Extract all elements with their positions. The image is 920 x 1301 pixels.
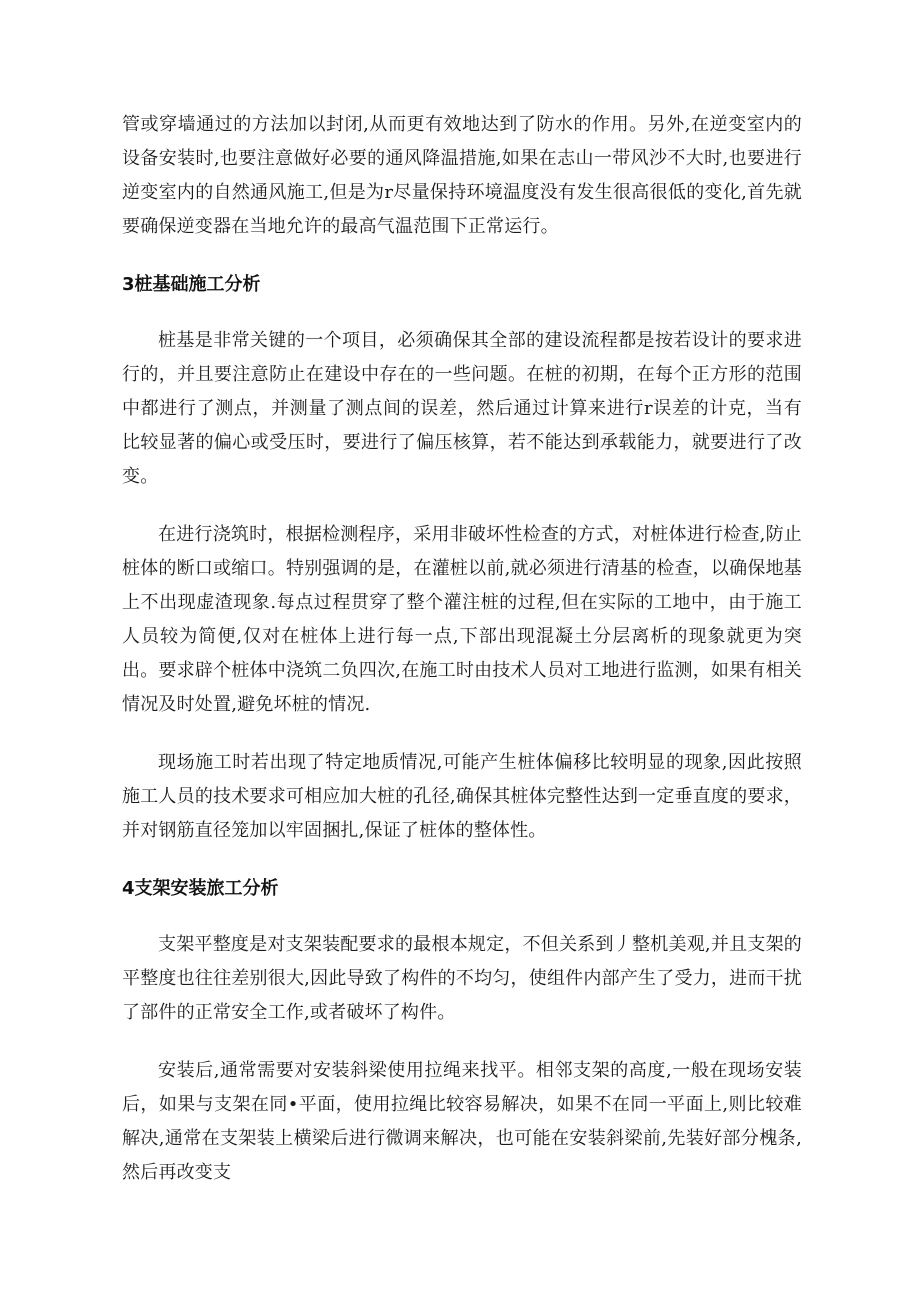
paragraph-continuation: 管或穿墙通过的方法加以封闭,从而更有效地达到了防水的作用。另外,在逆变室内的设备安装时,也要注意做好必要的通风降温措施,如果在志山一带风沙不大时,也要进行逆变室内的自然通风施工,但是为r尽量保持环境温度没有发生很高很低的变化,首先就要确保逆变器在当地允许的最高气温范围下正常运行。 [122,114,802,237]
paragraph-pile-foundation: 桩基是非常关键的一个项目，必须确保其全部的建设流程都是按若设计的要求进行的，并且要注意防止在建设中存在的一些问题。在桩的初期，在每个正方形的范围中都进行了测点，并测量了测点间的误差，然后通过计算来进行r误差的计克，当有比较显著的偏心或受压时，要进行了偏压核算，若不能达到承载能力，就要进行了改变。 [122,330,802,487]
section-heading-3: 3桩基础施工分析 [122,274,261,295]
section-heading-4: 4支架安装旅工分析 [122,878,279,899]
paragraph-bracket-flatness: 支架平整度是对支架装配要求的最根本规定，不但关系到丿整机美观,并且支架的平整度也往往差别很大,因此导致了构件的不均匀，使组件内部产生了受力，进而干扰了部件的正常安全工作,或者破坏了构件。 [122,934,802,1023]
paragraph-installation: 安装后,通常需要对安装斜梁使用拉绳来找平。相邻支架的高度,一般在现场安装后，如果与支架在同•平面，使用拉绳比较容易解决，如果不在同一平面上,则比较难解决,通常在支架装上横梁后进行微调来解决，也可能在安装斜梁前,先装好部分槐条,然后再改变支 [122,1060,802,1183]
paragraph-pouring: 在进行浇筑时，根据检测程序，采用非破坏性检查的方式，对桩体进行检查,防止桩体的断口或缩口。特别强调的是，在灌桩以前,就必须进行清基的检查，以确保地基上不出现虚渣现象.每点过程贯穿了整个灌注桩的过程,但在实际的工地中，由于施工人员较为简便,仅对在桩体上进行每一点,下部出现混凝土分层离析的现象就更为突出。要求辟个桩体中浇筑二负四次,在施工时由技术人员对工地进行监测，如果有相关情况及时处置,避免坏桩的情况. [122,524,802,715]
paragraph-site-construction: 现场施工时若出现了特定地质情况,可能产生桩体偏移比较明显的现象,因此按照施工人员的技术要求可相应加大桩的孔径,确保其桩体完整性达到一定垂直度的要求，并对钢筋直径笼加以牢固捆扎,保证了桩体的整体性。 [122,752,802,841]
document-body [122,108,802,1190]
